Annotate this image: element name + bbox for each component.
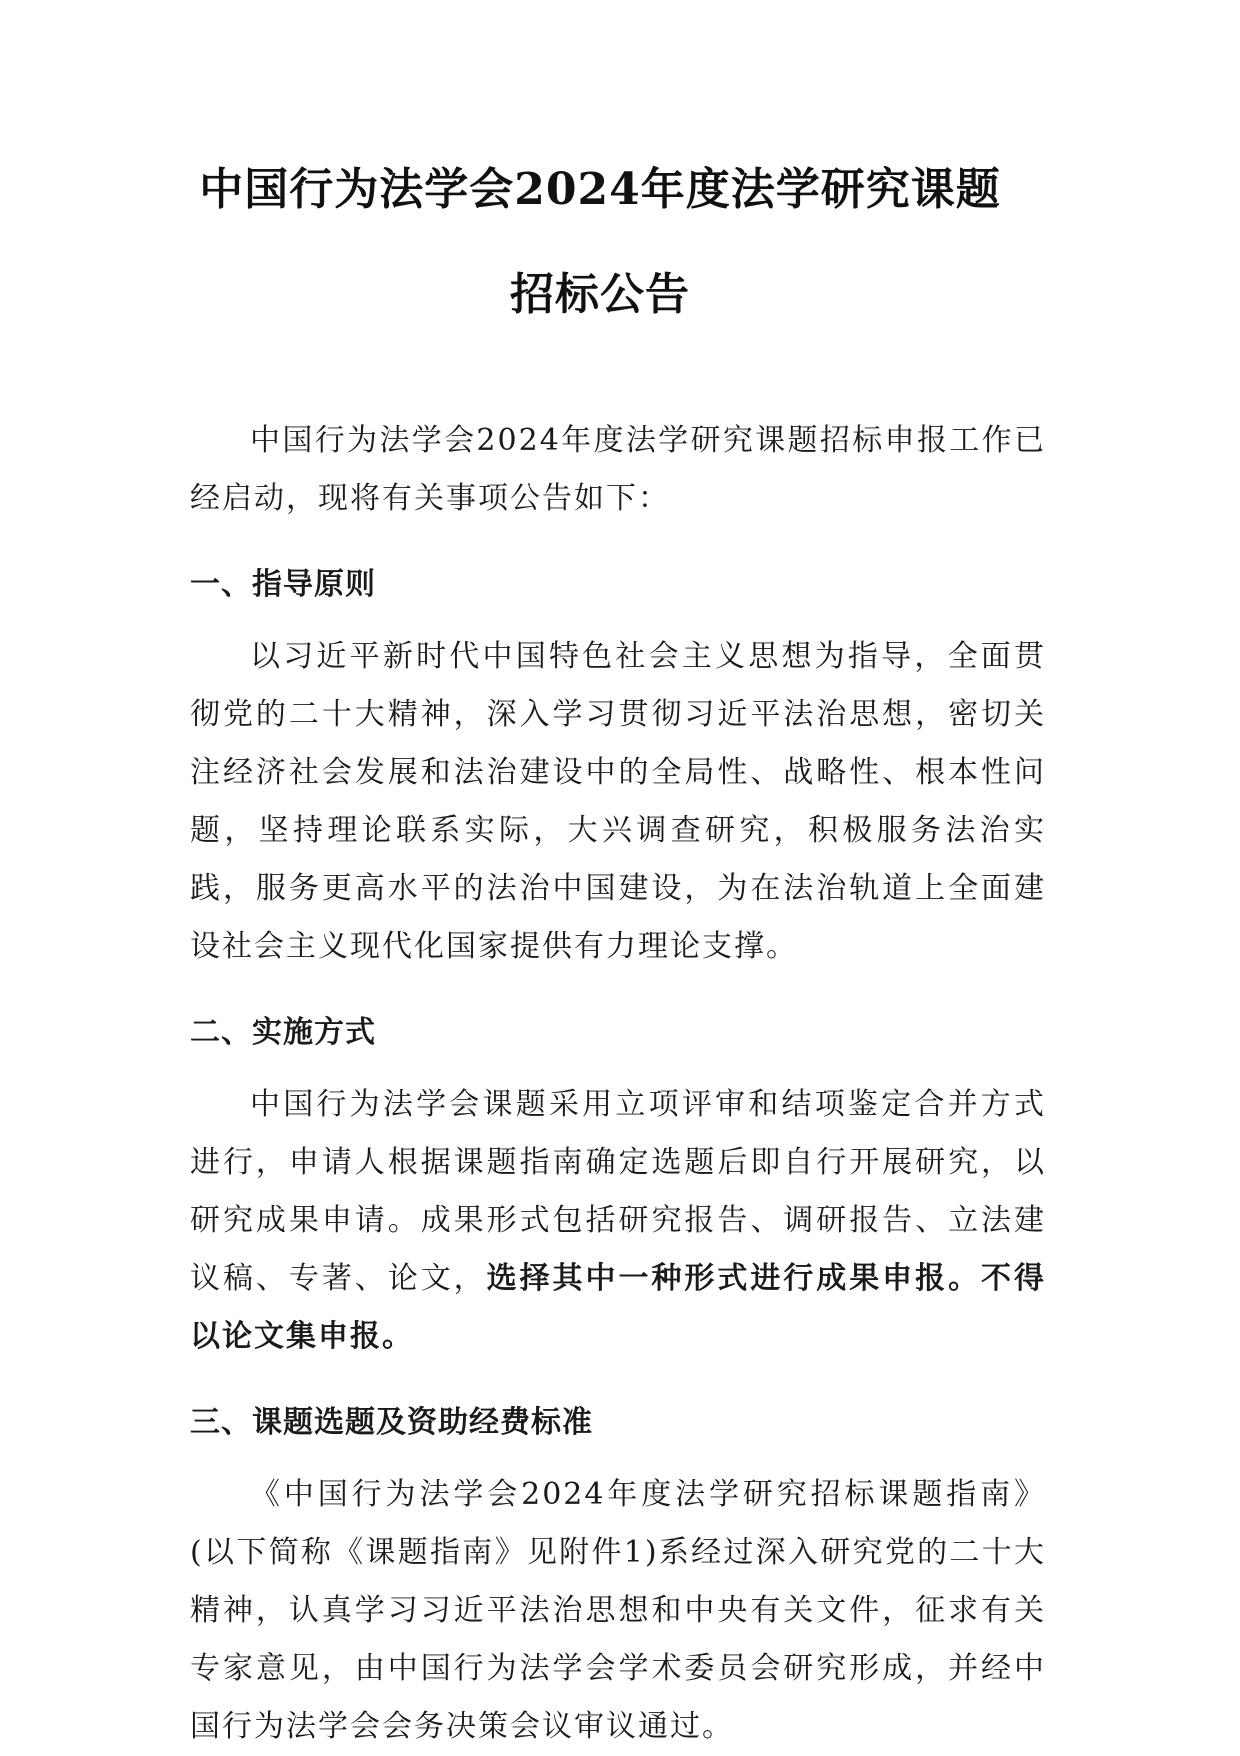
section-heading-implementation: 二、实施方式 bbox=[190, 1015, 376, 1050]
document-title-line-2: 招标公告 bbox=[510, 269, 690, 320]
section-body-principles: 以习近平新时代中国特色社会主义思想为指导，全面贯彻党的二十大精神，深入学习贯彻习近平法治思想，密切关注经济社会发展和法治建设中的全局性、战略性、根本性问题，坚持理论联系实际，大兴调查研究，积极服务法治实践，服务更高水平的法治中国建设，为在法治轨道上全面建设社会主义现代化国家提供有力理论支撑。 bbox=[190, 639, 1046, 964]
intro-paragraph: 中国行为法学会2024年度法学研究课题招标申报工作已经启动，现将有关事项公告如下： bbox=[190, 423, 1046, 516]
section-body-topics-funding: 《中国行为法学会2024年度法学研究招标课题指南》(以下简称《课题指南》见附件1)系经过深入研究党的二十大精神，认真学习习近平法治思想和中央有关文件，征求有关专家意见，由中国行为法学会学术委员会研究形成，并经中国行为法学会会务决策会议审议通过。 bbox=[190, 1477, 1046, 1744]
section-heading-principles: 一、指导原则 bbox=[190, 567, 376, 602]
section-heading-topics-funding: 三、课题选题及资助经费标准 bbox=[190, 1405, 593, 1440]
implementation-text: 中国行为法学会课题采用立项评审和结项鉴定合并方式进行，申请人根据课题指南确定选题后即自行开展研究，以研究成果申请。成果形式包括研究报告、调研报告、立法建议稿、专著、论文， bbox=[190, 1087, 1046, 1296]
document-title-line-1: 中国行为法学会2024年度法学研究课题 bbox=[199, 164, 1001, 215]
document-body bbox=[190, 412, 1046, 1756]
section-body-implementation bbox=[190, 1076, 1046, 1366]
implementation-emphasis: 选择其中一种形式进行成果申报。不得以论文集申报。 bbox=[190, 1261, 1047, 1354]
